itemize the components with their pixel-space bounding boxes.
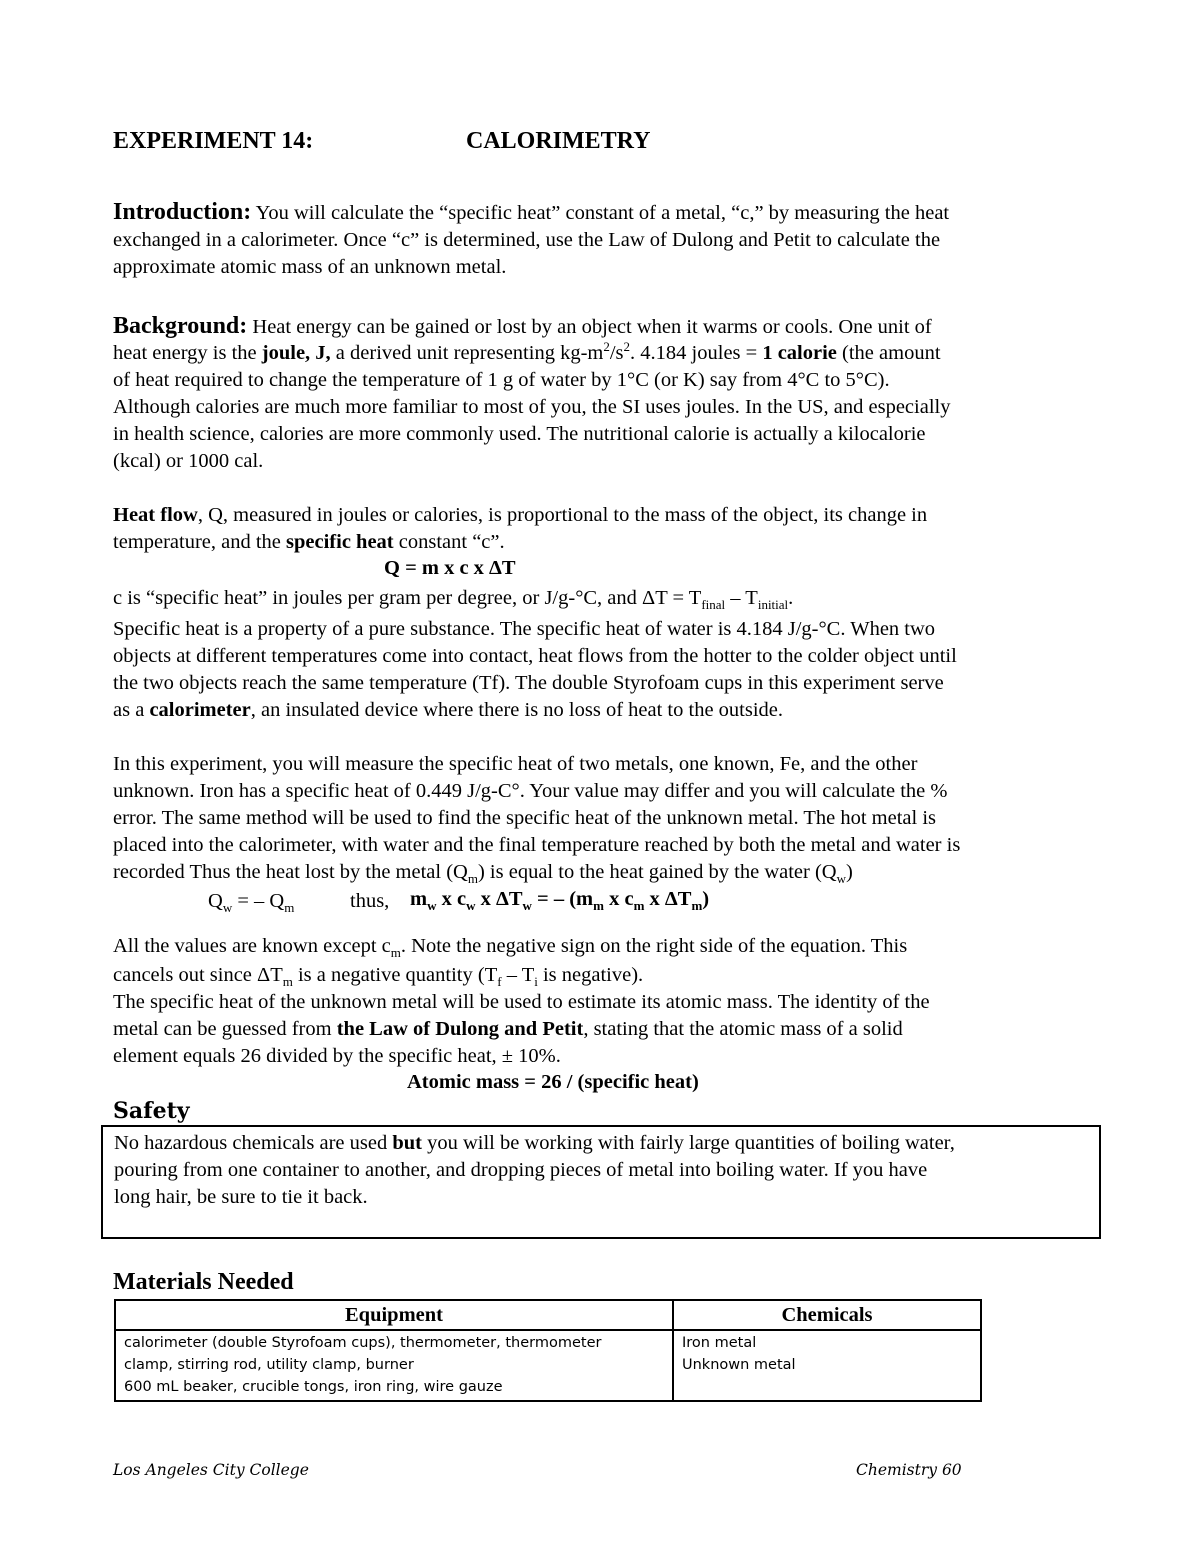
- experiment-line-3: error. The same method will be used to find the specific heat of the unknown metal. The hot metal is: [113, 807, 937, 829]
- heatflow-line-7: as a calorimeter, an insulated device where there is no loss of heat to the outside.: [113, 699, 784, 721]
- experiment-line-2: unknown. Iron has a specific heat of 0.449 J/g-C°. Your value may differ and you will calculate the %: [113, 780, 948, 802]
- background-line-1: Background: Heat energy can be gained or lost by an object when it warms or cools. One unit of: [113, 313, 932, 339]
- intro-line-1: Introduction: You will calculate the “specific heat” constant of a metal, “c,” by measuring the heat: [113, 199, 950, 225]
- experiment-number: EXPERIMENT 14:: [113, 128, 314, 154]
- background-heading: Background:: [113, 313, 248, 339]
- materials-row: [115, 1330, 981, 1401]
- page-title: CALORIMETRY: [466, 128, 651, 154]
- heatflow-line-3: c is “specific heat” in joules per gram per degree, or J/g-°C, and $\Delta T = T_{final} - T_{initial}$.: [113, 587, 794, 613]
- atomic-mass-equation: Atomic mass = 26 / (specific heat): [407, 1071, 699, 1093]
- background-line-3: of heat required to change the temperature of 1 g of water by 1°C (or K) say from 4°C to 5°C).: [113, 369, 890, 391]
- materials-heading: Materials Needed: [113, 1269, 294, 1295]
- intro-heading: Introduction:: [113, 199, 252, 225]
- intro-line-3: approximate atomic mass of an unknown metal.: [113, 256, 507, 278]
- experiment-line-8: The specific heat of the unknown metal will be used to estimate its atomic mass. The identity of the: [113, 991, 930, 1013]
- experiment-line-1: In this experiment, you will measure the specific heat of two metals, one known, Fe, and the other: [113, 753, 918, 775]
- background-line-2: heat energy is the joule, J, a derived unit representing $kg-m^2/s^2$. 4.184 joules = 1 calorie (the amount: [113, 339, 941, 364]
- experiment-line-7: cancels out since $\Delta T_m$ is a negative quantity ($T_f - T_i$ is negative).: [113, 964, 644, 990]
- heatflow-line-4: Specific heat is a property of a pure substance. The specific heat of water is 4.184 J/g-°C. When two: [113, 618, 936, 640]
- safety-box: [101, 1125, 1101, 1239]
- heat-flow-equation: Q = m x c x ΔT: [384, 557, 516, 579]
- heatflow-line-2: temperature, and the specific heat constant “c”.: [113, 531, 505, 553]
- experiment-line-5: recorded Thus the heat lost by the metal $(Q_m)$ is equal to the heat gained by the water $(Q_w)$: [113, 861, 853, 887]
- background-line-5: in health science, calories are more commonly used. The nutritional calorie is actually a kilocalorie: [113, 423, 926, 445]
- background-line-4: Although calories are much more familiar to most of you, the SI uses joules. In the US, and especially: [113, 396, 951, 418]
- heat-balance-equation-left: $Q_w$ = – $Q_m$: [208, 890, 295, 916]
- background-line-6: (kcal) or 1000 cal.: [113, 450, 264, 472]
- safety-line-2: pouring from one container to another, and dropping pieces of metal into boiling water. If you have: [114, 1159, 928, 1181]
- chemicals-cell: [673, 1330, 981, 1401]
- materials-table: [114, 1299, 982, 1402]
- footer-course: Chemistry 60: [856, 1461, 962, 1479]
- heatflow-line-6: the two objects reach the same temperature (Tf). The double Styrofoam cups in this experiment serve: [113, 672, 944, 694]
- chemicals-column-header: Chemicals: [673, 1300, 981, 1330]
- safety-heading: Safety: [113, 1098, 190, 1124]
- materials-header-row: [115, 1300, 981, 1330]
- equipment-column-header: Equipment: [115, 1300, 673, 1330]
- heatflow-line-1: Heat flow, Q, measured in joules or calories, is proportional to the mass of the object, its change in: [113, 504, 928, 526]
- equipment-cell: [115, 1330, 673, 1401]
- experiment-line-9: metal can be guessed from the Law of Dulong and Petit, stating that the atomic mass of a solid: [113, 1018, 903, 1040]
- equation-thus: thus,: [350, 890, 390, 912]
- safety-line-3: long hair, be sure to tie it back.: [114, 1186, 368, 1208]
- equipment-line: calorimeter (double Styrofoam cups), thermometer, thermometer: [124, 1335, 602, 1351]
- chemical-line: Iron metal: [682, 1335, 757, 1351]
- heat-balance-equation-right: $m_w$ x $c_w$ x $\Delta T_w$ = – ($m_m$ x $c_m$ x $\Delta T_m$): [410, 888, 710, 914]
- equipment-line: clamp, stirring rod, utility clamp, burner: [124, 1357, 414, 1373]
- intro-line-2: exchanged in a calorimeter. Once “c” is determined, use the Law of Dulong and Petit to calculate the: [113, 229, 941, 251]
- safety-line-1: No hazardous chemicals are used but you will be working with fairly large quantities of boiling water,: [114, 1132, 955, 1154]
- chemical-line: Unknown metal: [682, 1357, 796, 1373]
- heatflow-line-5: objects at different temperatures come into contact, heat flows from the hotter to the colder object until: [113, 645, 957, 667]
- experiment-line-10: element equals 26 divided by the specific heat, ± 10%.: [113, 1045, 561, 1067]
- equipment-line: 600 mL beaker, crucible tongs, iron ring, wire gauze: [124, 1379, 503, 1395]
- footer-institution: Los Angeles City College: [113, 1461, 309, 1479]
- experiment-line-6: All the values are known except $c_m$. Note the negative sign on the right side of the equation. This: [113, 935, 908, 961]
- experiment-line-4: placed into the calorimeter, with water and the final temperature reached by both the metal and water is: [113, 834, 961, 856]
